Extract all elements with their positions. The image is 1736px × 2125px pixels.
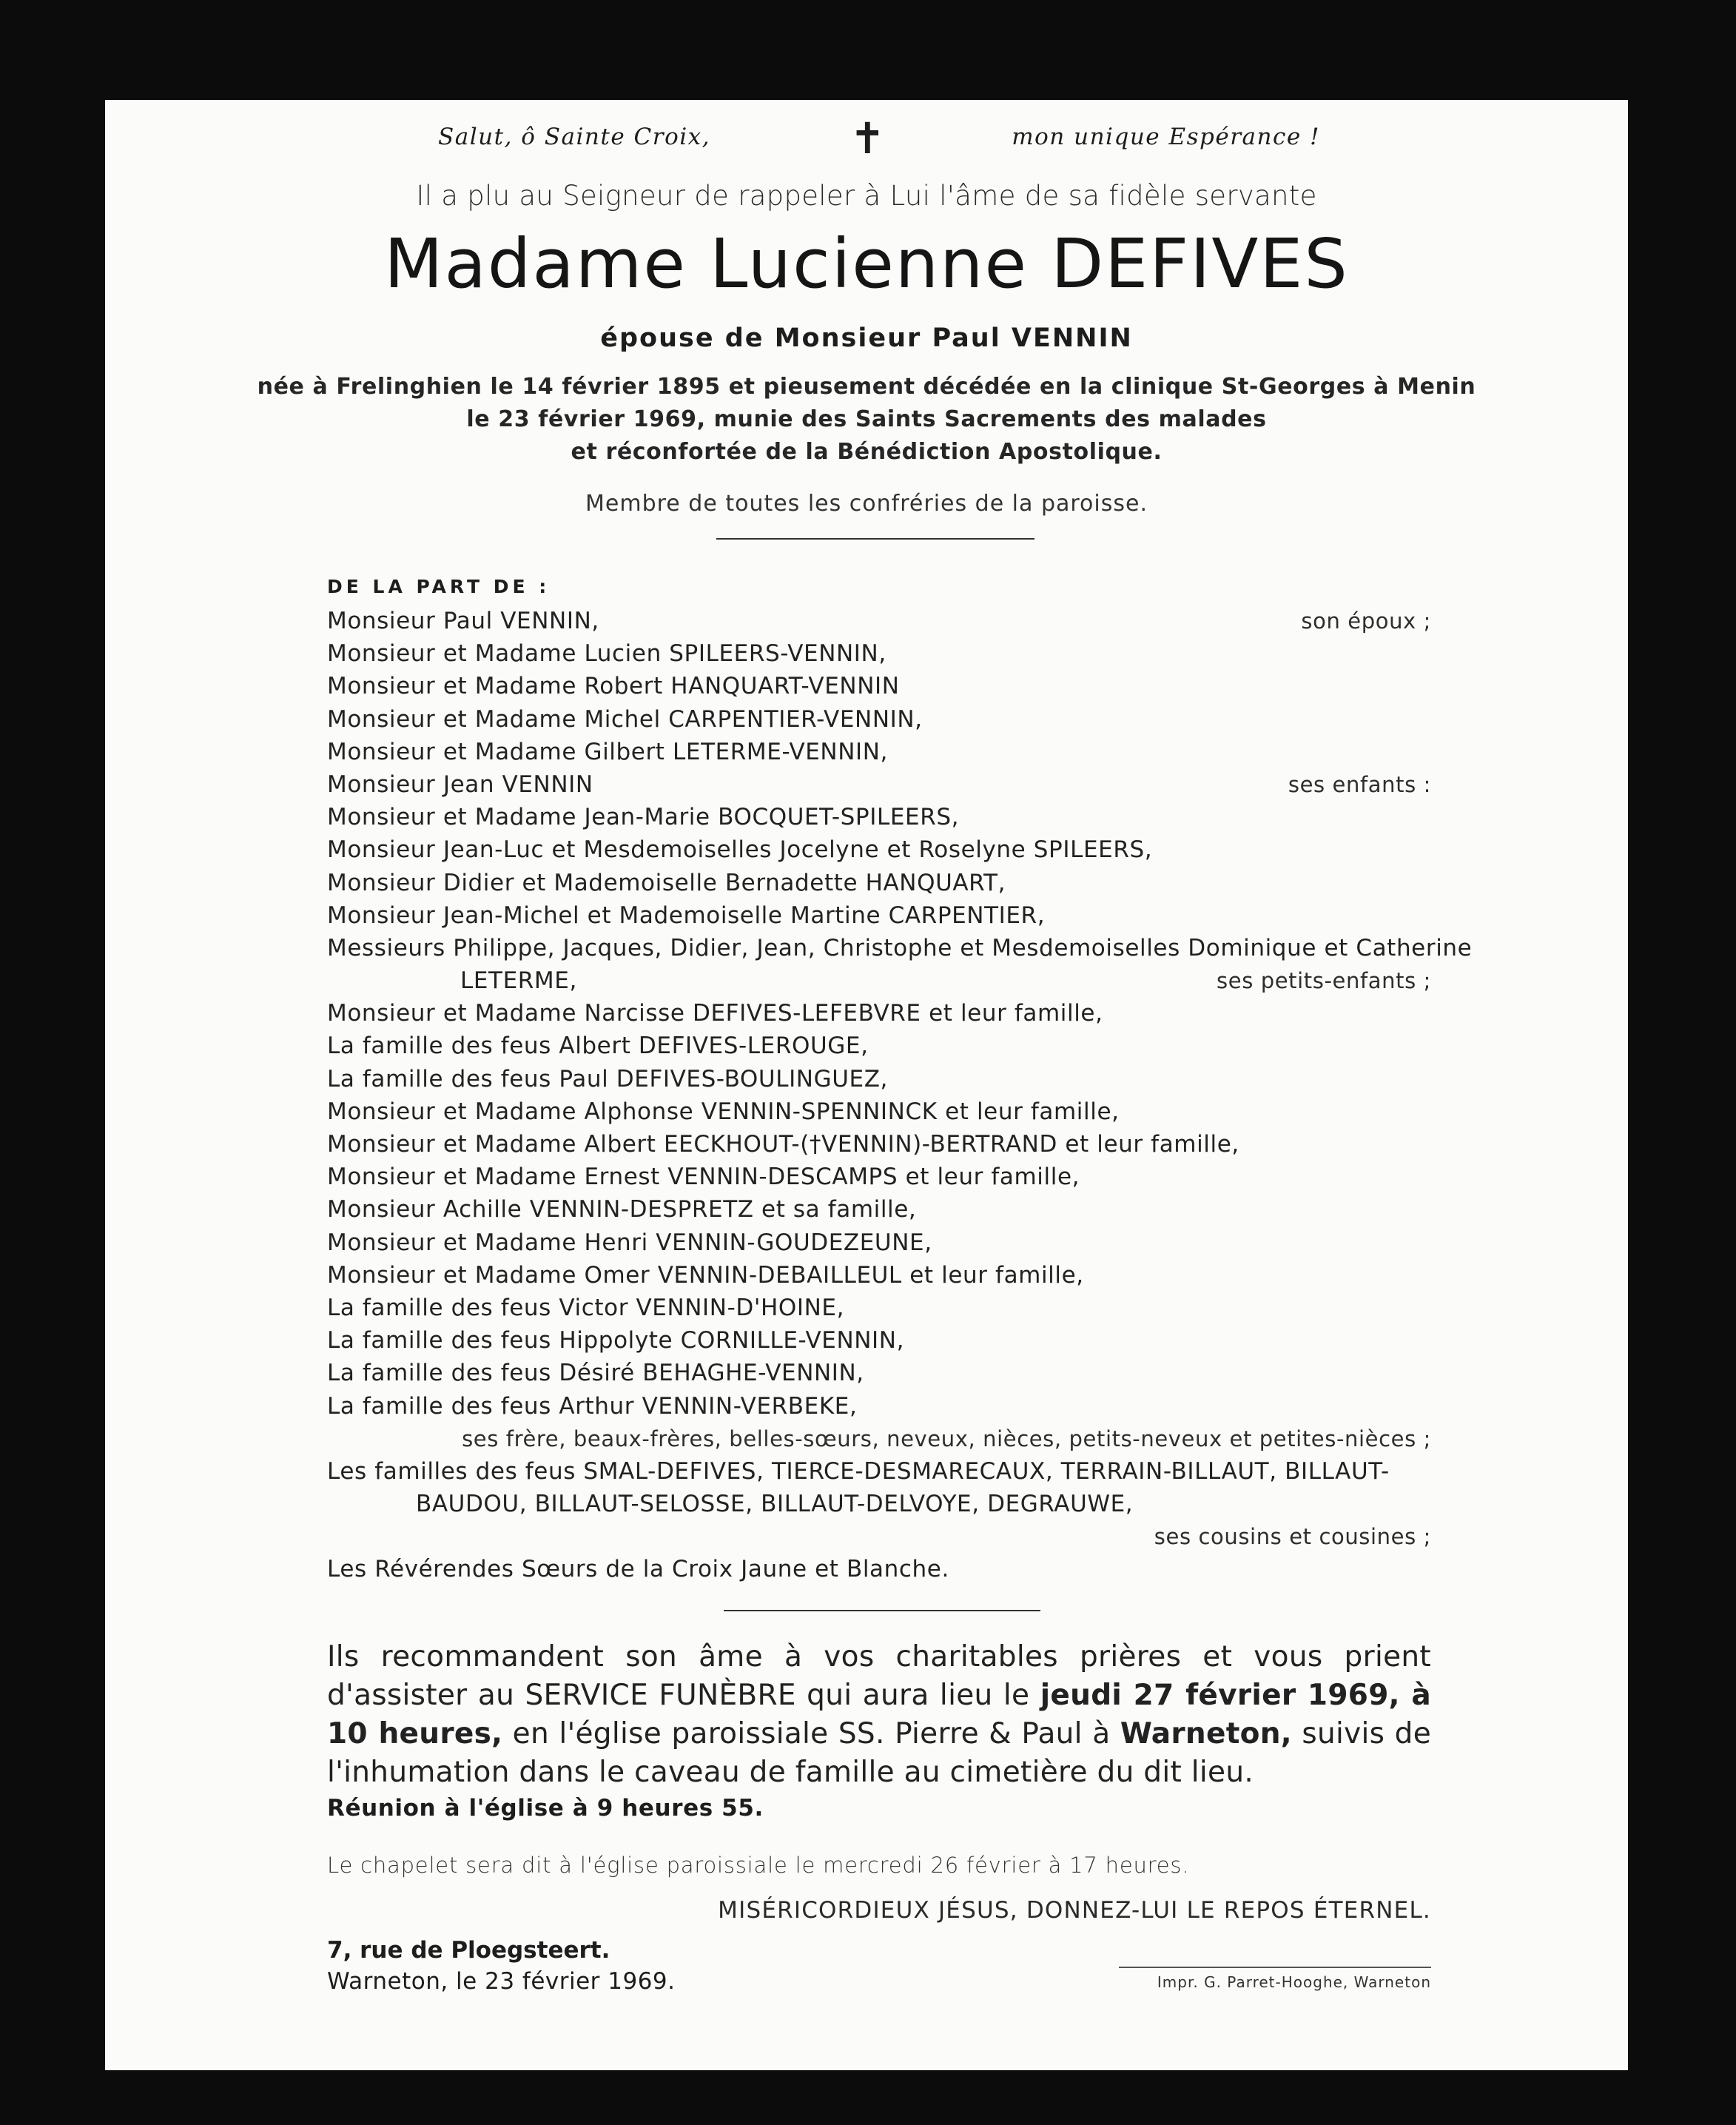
mourner-row bbox=[327, 703, 1431, 736]
mourner-row bbox=[327, 899, 1431, 932]
mourner-name: Monsieur Jean VENNIN bbox=[327, 771, 593, 798]
mourner-name: Monsieur et Madame Albert EECKHOUT-(†VENNIN)-BERTRAND et leur famille, bbox=[327, 1131, 1239, 1158]
mourner-name: Monsieur et Madame Michel CARPENTIER-VENNIN, bbox=[327, 705, 923, 733]
mourner-name: Monsieur Jean-Luc et Mesdemoiselles Jocelyne et Roselyne SPILEERS, bbox=[327, 836, 1153, 864]
deceased-name: Madame Lucienne DEFIVES bbox=[384, 224, 1349, 303]
mourner-row bbox=[327, 637, 1431, 670]
mourner-row bbox=[327, 1520, 1431, 1553]
mourner-name: Monsieur et Madame Gilbert LETERME-VENNIN, bbox=[327, 738, 888, 765]
mourner-row bbox=[327, 1292, 1431, 1324]
mourner-row bbox=[327, 1390, 1431, 1423]
mourner-row bbox=[327, 997, 1431, 1030]
printer-divider bbox=[1119, 1967, 1431, 1968]
mourner-name: Monsieur et Madame Narcisse DEFIVES-LEFEBVRE et leur famille, bbox=[327, 1000, 1103, 1027]
mourner-relation: ses cousins et cousines ; bbox=[1154, 1524, 1431, 1550]
mourner-name: La famille des feus Désiré BEHAGHE-VENNIN, bbox=[327, 1360, 864, 1387]
mourner-row bbox=[327, 801, 1431, 833]
mourner-relation: ses petits-enfants ; bbox=[1217, 968, 1431, 994]
mourner-row bbox=[327, 736, 1431, 768]
mourner-name: Monsieur Achille VENNIN-DESPRETZ et sa famille, bbox=[327, 1196, 917, 1223]
mourner-row bbox=[327, 605, 1431, 637]
printer-credit: Impr. G. Parret-Hooghe, Warneton bbox=[1157, 1973, 1431, 1991]
mourner-relation: son époux ; bbox=[1301, 608, 1431, 634]
mourner-row bbox=[327, 1226, 1431, 1259]
spouse-line: épouse de Monsieur Paul VENNIN bbox=[600, 323, 1133, 353]
bio-line-2: le 23 février 1969, munie des Saints Sacrements des malades bbox=[466, 406, 1267, 432]
mourner-name: Monsieur Paul VENNIN, bbox=[327, 608, 599, 634]
mourner-name: La famille des feus Albert DEFIVES-LEROUGE, bbox=[327, 1033, 869, 1060]
mourner-row bbox=[327, 1161, 1431, 1193]
mourner-name: Les Révérendes Sœurs de la Croix Jaune et Blanche. bbox=[327, 1556, 949, 1583]
motto-left: Salut, ô Sainte Croix, bbox=[438, 124, 710, 150]
service-date: jeudi 27 février 1969, à 10 heures, bbox=[327, 1679, 1431, 1750]
mourner-row bbox=[327, 1095, 1431, 1128]
chapelet-line: Le chapelet sera dit à l'église paroissiale le mercredi 26 février à 17 heures. bbox=[327, 1853, 1190, 1878]
bio-line-3: et réconfortée de la Bénédiction Apostolique. bbox=[571, 439, 1163, 465]
service-text-2: en l'église paroissiale SS. Pierre & Paul à bbox=[502, 1717, 1120, 1750]
mourner-name: La famille des feus Arthur VENNIN-VERBEKE, bbox=[327, 1392, 858, 1420]
mourner-row bbox=[327, 1193, 1431, 1226]
mourner-name: Monsieur et Madame Ernest VENNIN-DESCAMPS et leur famille, bbox=[327, 1164, 1080, 1191]
service-paragraph bbox=[327, 1638, 1431, 1792]
mourner-name: Monsieur et Madame Lucien SPILEERS-VENNIN, bbox=[327, 640, 886, 668]
mourner-name: Monsieur Jean-Michel et Mademoiselle Martine CARPENTIER, bbox=[327, 902, 1046, 929]
mourner-row bbox=[327, 932, 1473, 964]
mourner-row bbox=[327, 1030, 1431, 1062]
mourner-name: LETERME, bbox=[460, 967, 577, 995]
mourner-row bbox=[327, 1063, 1431, 1095]
place-date-line: Warneton, le 23 février 1969. bbox=[327, 1968, 676, 1995]
bio-line-1: née à Frelinghien le 14 février 1895 et pieusement décédée en la clinique St-Georges à Menin bbox=[257, 374, 1476, 400]
mourner-row bbox=[327, 867, 1431, 899]
mourner-row bbox=[327, 1553, 1431, 1585]
mourner-relation: ses enfants : bbox=[1288, 771, 1431, 797]
mourner-row bbox=[327, 1128, 1431, 1161]
service-text-1: Ils recommandent son âme à vos charitables prières et vous prient d'assister au SERVICE FUNÈBRE qui aura lieu le bbox=[327, 1640, 1431, 1712]
mourner-row bbox=[327, 1423, 1431, 1455]
mourner-name: Les familles des feus SMAL-DEFIVES, TIERCE-DESMARECAUX, TERRAIN-BILLAUT, BILLAUT- bbox=[327, 1457, 1390, 1485]
cross-icon: ✝ bbox=[850, 113, 886, 164]
mourner-name: La famille des feus Paul DEFIVES-BOULINGUEZ, bbox=[327, 1065, 888, 1092]
mourner-name: La famille des feus Hippolyte CORNILLE-VENNIN, bbox=[327, 1327, 905, 1354]
mourner-row bbox=[327, 1259, 1431, 1292]
mourner-row bbox=[327, 1488, 1431, 1520]
mourner-name: Monsieur et Madame Omer VENNIN-DEBAILLEUL et leur famille, bbox=[327, 1261, 1084, 1289]
mourner-name: Monsieur et Madame Jean-Marie BOCQUET-SPILEERS, bbox=[327, 804, 960, 831]
mourner-row bbox=[327, 833, 1431, 866]
mourner-row bbox=[327, 964, 1431, 997]
reunion-line: Réunion à l'église à 9 heures 55. bbox=[327, 1795, 764, 1822]
service-place: Warneton, bbox=[1120, 1717, 1292, 1750]
mourner-relation: ses frère, beaux-frères, belles-sœurs, neveux, nièces, petits-neveux et petites-nièces ; bbox=[462, 1426, 1431, 1451]
mourner-row bbox=[327, 670, 1431, 702]
mourner-row bbox=[327, 1357, 1431, 1389]
mourner-name: BAUDOU, BILLAUT-SELOSSE, BILLAUT-DELVOYE, DEGRAUWE, bbox=[416, 1491, 1134, 1518]
mourner-name: Monsieur Didier et Mademoiselle Bernadette HANQUART, bbox=[327, 869, 1006, 896]
service-text-3: suivis de l'inhumation dans le caveau de famille au cimetière du dit lieu. bbox=[327, 1717, 1431, 1789]
member-line: Membre de toutes les confréries de la paroisse. bbox=[585, 491, 1148, 517]
mourner-row bbox=[327, 1455, 1431, 1488]
mourner-name: La famille des feus Victor VENNIN-D'HOINE, bbox=[327, 1294, 845, 1321]
funeral-notice-card bbox=[105, 100, 1628, 2070]
mourner-name: Messieurs Philippe, Jacques, Didier, Jean, Christophe et Mesdemoiselles Dominique et Catherine bbox=[327, 934, 1473, 961]
mourner-name: Monsieur et Madame Robert HANQUART-VENNIN bbox=[327, 673, 900, 700]
prayer-line: MISÉRICORDIEUX JÉSUS, DONNEZ-LUI LE REPOS ÉTERNEL. bbox=[718, 1897, 1431, 1924]
mourners-heading: DE LA PART DE : bbox=[327, 576, 551, 597]
motto-right: mon unique Espérance ! bbox=[1012, 124, 1320, 150]
address-line: 7, rue de Ploegsteert. bbox=[327, 1937, 610, 1964]
mourners-list bbox=[327, 605, 1473, 1586]
mourner-name: Monsieur et Madame Alphonse VENNIN-SPENNINCK et leur famille, bbox=[327, 1098, 1120, 1125]
divider bbox=[716, 538, 1034, 540]
mourner-name: Monsieur et Madame Henri VENNIN-GOUDEZEUNE, bbox=[327, 1229, 932, 1256]
divider bbox=[724, 1610, 1040, 1611]
mourner-row bbox=[327, 768, 1431, 801]
mourner-row bbox=[327, 1324, 1431, 1357]
intro-line: Il a plu au Seigneur de rappeler à Lui l'âme de sa fidèle servante bbox=[416, 180, 1317, 212]
